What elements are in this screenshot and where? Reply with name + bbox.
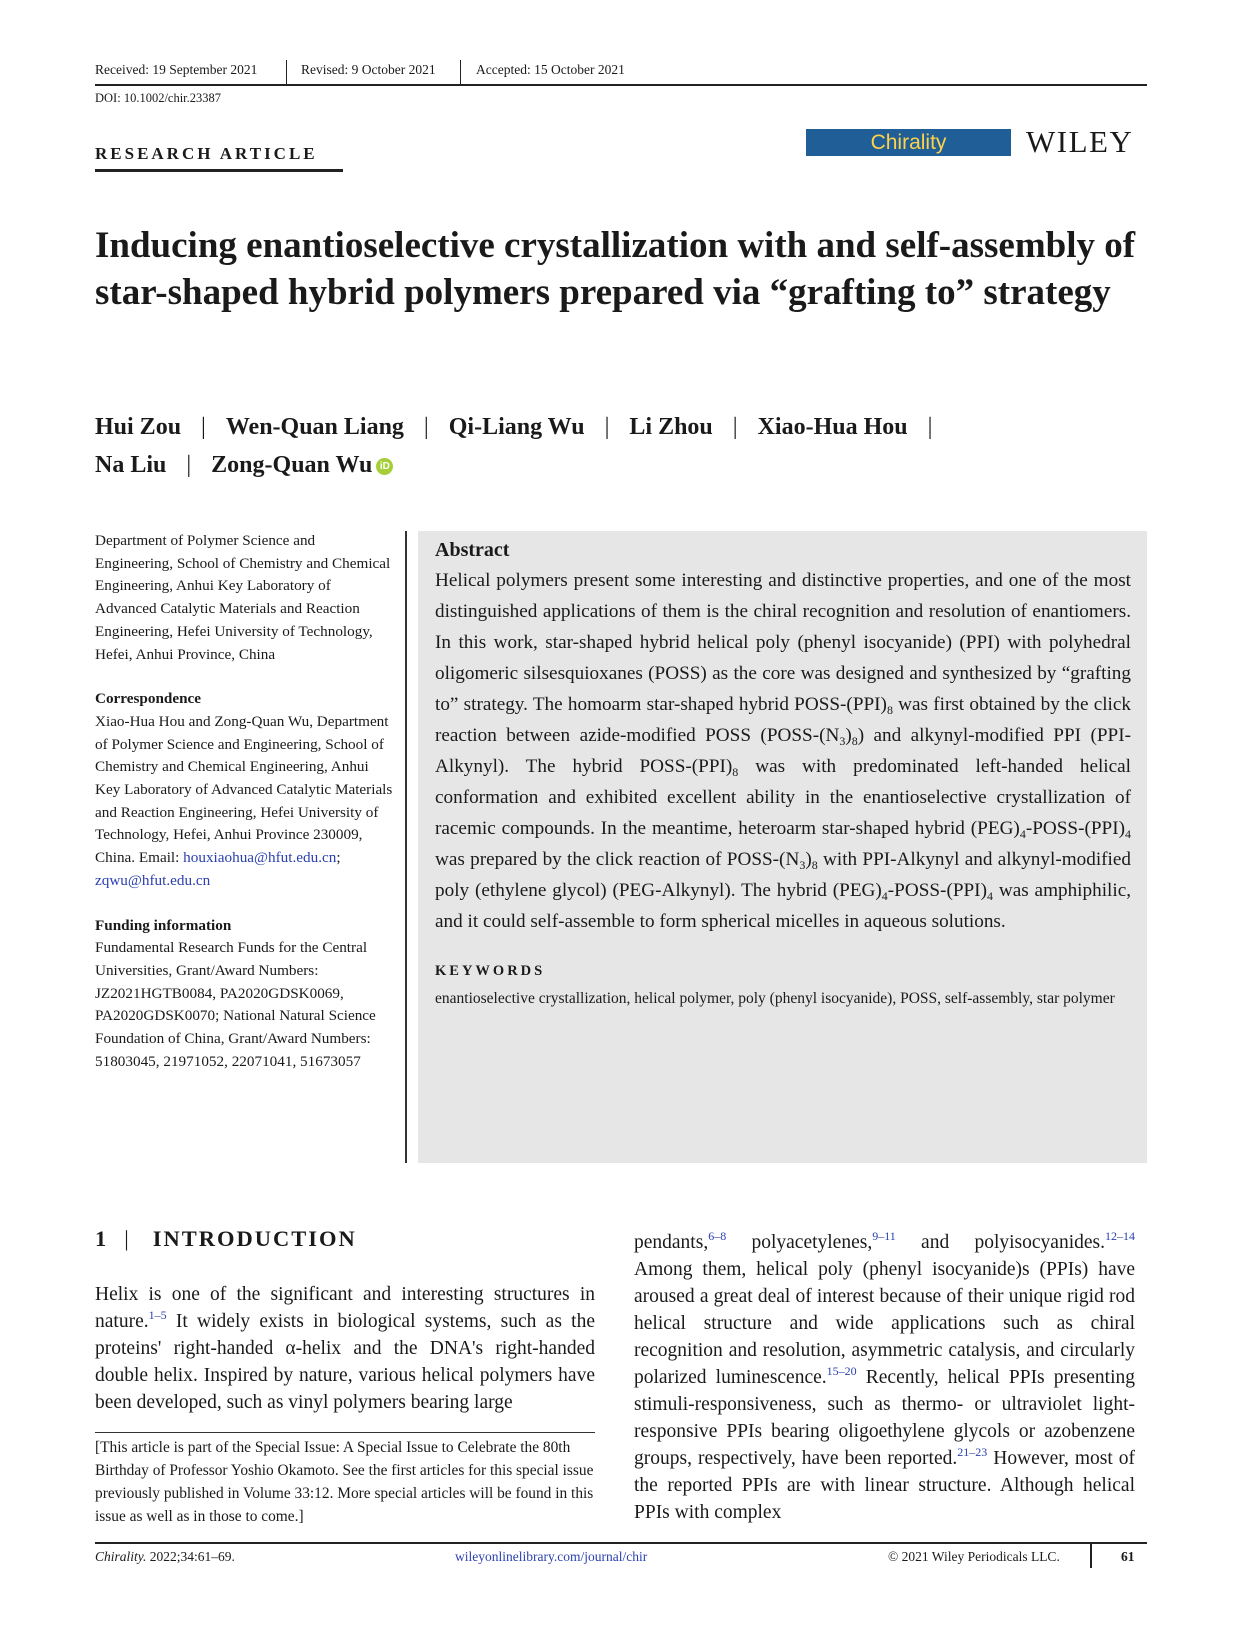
body-column-right: pendants,$^{6-8}$ polyacetylenes,$^{9-11}$ and polyisocyanides.$^{12-14}$ Among them, helical poly (phenyl isocyanide)s (PPIs) have aroused a great deal of interest because of their unique rigid rod helical structure and wide applications such as chiral recognition and resolution, asymmetric catalysis, and circularly polarized luminescence.$^{15-20}$ Recently, helical PPIs presenting stimuli-responsiveness, such as thermo- or ultraviolet light-responsive PPIs bearing oligoethylene glycols or azobenzene groups, respectively, have been reported.$^{21-23}$ However, most of the reported PPIs are with linear structure. Although helical PPIs with complex: [634, 1229, 1135, 1523]
citation-link[interactable]: 6–8: [708, 1229, 727, 1243]
separator: |: [124, 1226, 131, 1251]
footnote: [This article is part of the Special Issue: A Special Issue to Celebrate the 80th Birthday of Professor Yoshio Okamoto. See the first articles for this special issue previously published in Volume 33:12. More special articles will be found in this issue as well as in those to come.]: [95, 1439, 594, 1525]
separator: |: [186, 452, 192, 478]
accepted-date: Accepted: 15 October 2021: [476, 62, 625, 77]
citation-link[interactable]: 21–23: [957, 1445, 988, 1459]
page-number: 61: [1121, 1549, 1135, 1564]
author[interactable]: Xiao-Hua Hou: [757, 414, 908, 440]
divider: [1090, 1544, 1092, 1568]
article-type: RESEARCH ARTICLE: [95, 144, 318, 163]
citation-link[interactable]: 1–5: [148, 1308, 167, 1322]
journal-logo: Chirality: [806, 129, 1011, 156]
affiliation: Department of Polymer Science and Engineering, School of Chemistry and Chemical Engineering, Anhui Key Laboratory of Advanced Catalytic Materials and Reaction Engineering, Hefei University of Technology, Hefei, Anhui Province, China: [95, 532, 391, 663]
divider: [286, 60, 287, 84]
author[interactable]: Qi-Liang Wu: [448, 414, 585, 440]
keywords-heading: KEYWORDS: [435, 963, 546, 979]
abstract-box: [418, 531, 1147, 1163]
header-rule: [95, 84, 1147, 86]
publisher-logo: WILEY: [1026, 124, 1134, 159]
article-title: Inducing enantioselective crystallization with and self-assembly of star-shaped hybrid polymers prepared via “grafting to” strategy: [95, 225, 1136, 313]
correspondence-text: Xiao-Hua Hou and Zong-Quan Wu, Department of Polymer Science and Engineering, School of Chemistry and Chemical Engineering, Anhui Key Laboratory of Advanced Catalytic Materials and Reaction Engineering, Hefei University of Technology, Hefei, Anhui Province 230009, China.: [95, 712, 393, 867]
journal-url[interactable]: wileyonlinelibrary.com/journal/chir: [455, 1549, 648, 1564]
article-type-underline: [95, 169, 343, 172]
revised-date: Revised: 9 October 2021: [301, 62, 436, 77]
funding-text: Fundamental Research Funds for the Central Universities, Grant/Award Numbers: JZ2021HGTB0084, PA2020GDSK0069, PA2020GDSK0070; National Natural Science Foundation of China, Grant/Award Numbers: 51803045, 21971052, 22071041, 51673057: [95, 939, 376, 1070]
keywords: enantioselective crystallization, helical polymer, poly (phenyl isocyanide), POSS, self-assembly, star polymer: [435, 990, 1115, 1007]
separator: |: [201, 414, 206, 440]
orcid-icon[interactable]: iD: [376, 458, 393, 475]
email-link[interactable]: houxiaohua@hfut.edu.cn: [183, 849, 337, 867]
separator: |: [732, 414, 738, 440]
author[interactable]: Na Liu: [95, 452, 167, 478]
section-heading: [95, 1226, 357, 1252]
separator: |: [423, 414, 429, 440]
author[interactable]: Li Zhou: [629, 414, 713, 440]
abstract-heading: Abstract: [435, 539, 510, 561]
author-info-column: [95, 530, 395, 1095]
section-number: 1: [95, 1226, 109, 1251]
abstract-text: Helical polymers present some interesting and distinctive properties, and one of the most distinguished applications of them is the chiral recognition and resolution of enantiomers. In this work, star-shaped hybrid helical poly (phenyl isocyanide) (PPI) with polyhedral oligomeric silsesquioxanes (POSS) as the core was designed and synthesized by “grafting to” strategy. The homoarm star-shaped hybrid POSS-$(PPI)_8$ was first obtained by the click reaction between azide-modified POSS $(POSS-(N_3)_8)$ and alkynyl-modified PPI (PPI-Alkynyl). The hybrid POSS-$(PPI)_8$ was with predominated left-handed helical conformation and exhibited excellent ability in the enantioselective crystallization of racemic compounds. In the meantime, heteroarm star-shaped hybrid $(PEG)_4-POSS-(PPI)_4$ was prepared by the click reaction of POSS-$(N_3)_8$ with PPI-Alkynyl and alkynyl-modified poly (ethylene glycol) (PEG-Alkynyl). The hybrid $(PEG)_4-POSS-(PPI)_4$ was amphiphilic, and it could self-assemble to form spherical micelles in aqueous solutions.: [435, 570, 1132, 932]
author[interactable]: Zong-Quan Wu: [211, 452, 373, 478]
separator: |: [927, 414, 933, 440]
email-label: Email:: [138, 849, 180, 867]
doi[interactable]: DOI: 10.1002/chir.23387: [95, 91, 222, 105]
funding-heading: Funding information: [95, 916, 232, 934]
received-date: Received: 19 September 2021: [95, 62, 258, 77]
footer-rule: [95, 1542, 1147, 1544]
email-link[interactable]: zqwu@hfut.edu.cn: [95, 871, 211, 889]
author-list: [95, 408, 1155, 484]
section-title: INTRODUCTION: [152, 1226, 357, 1251]
correspondence: Correspondence Xiao-Hua Hou and Zong-Quan Wu, Department of Polymer Science and Engineering, School of Chemistry and Chemical Engineering, Anhui Key Laboratory of Advanced Catalytic Materials and Reaction Engineering, Hefei University of Technology, Hefei, Anhui Province 230009, China. Email: houxiaohua@hfut.edu.cn; zqwu@hfut.edu.cn: [95, 688, 395, 892]
citation-link[interactable]: 9–11: [872, 1229, 896, 1243]
author[interactable]: Wen-Quan Liang: [225, 414, 404, 440]
divider: [460, 60, 461, 84]
citation-link[interactable]: 12–14: [1105, 1229, 1135, 1243]
citation-info: Chirality. 2022;34:61–69.: [95, 1549, 235, 1564]
funding: [95, 915, 395, 1074]
footnote-rule: [95, 1432, 595, 1433]
citation-link[interactable]: 15–20: [826, 1364, 857, 1378]
separator: |: [604, 414, 610, 440]
author[interactable]: Hui Zou: [95, 414, 182, 440]
body-column-left: Helix is one of the significant and interesting structures in nature.$^{1-5}$ It widely exists in biological systems, such as the proteins' right-handed α-helix and the DNA's right-handed double helix. Inspired by nature, various helical polymers have been developed, such as vinyl polymers bearing large: [95, 1284, 595, 1413]
correspondence-heading: Correspondence: [95, 690, 202, 708]
column-divider: [405, 531, 407, 1163]
copyright: © 2021 Wiley Periodicals LLC.: [888, 1549, 1060, 1564]
